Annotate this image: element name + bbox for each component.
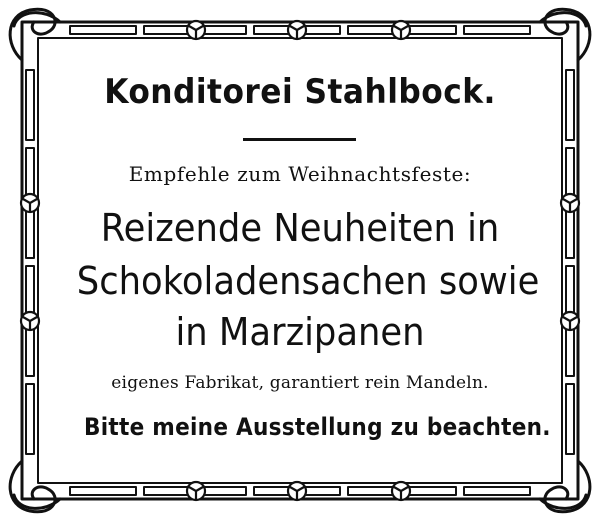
corner-scroll-bottom-left xyxy=(10,461,60,512)
corner-scroll-bottom-right xyxy=(540,461,590,512)
intro-text: Empfehle zum Weihnachtsfeste: xyxy=(128,162,472,186)
closing-line: Bitte meine Ausstellung zu beachten. xyxy=(84,413,551,441)
headline-line-1: Reizende Neuheiten in xyxy=(100,206,500,250)
corner-scroll-top-left xyxy=(10,9,60,60)
advertisement-body xyxy=(60,60,551,460)
headline-line-3: in Marzipanen xyxy=(175,310,425,354)
title-divider xyxy=(243,138,356,141)
corner-scroll-top-right xyxy=(540,9,590,60)
headline-line-2: Schokoladensachen sowie xyxy=(76,259,540,303)
shop-name-title: Konditorei Stahlbock. xyxy=(104,72,496,112)
product-note: eigenes Fabrikat, garantiert rein Mandeln. xyxy=(111,373,489,393)
